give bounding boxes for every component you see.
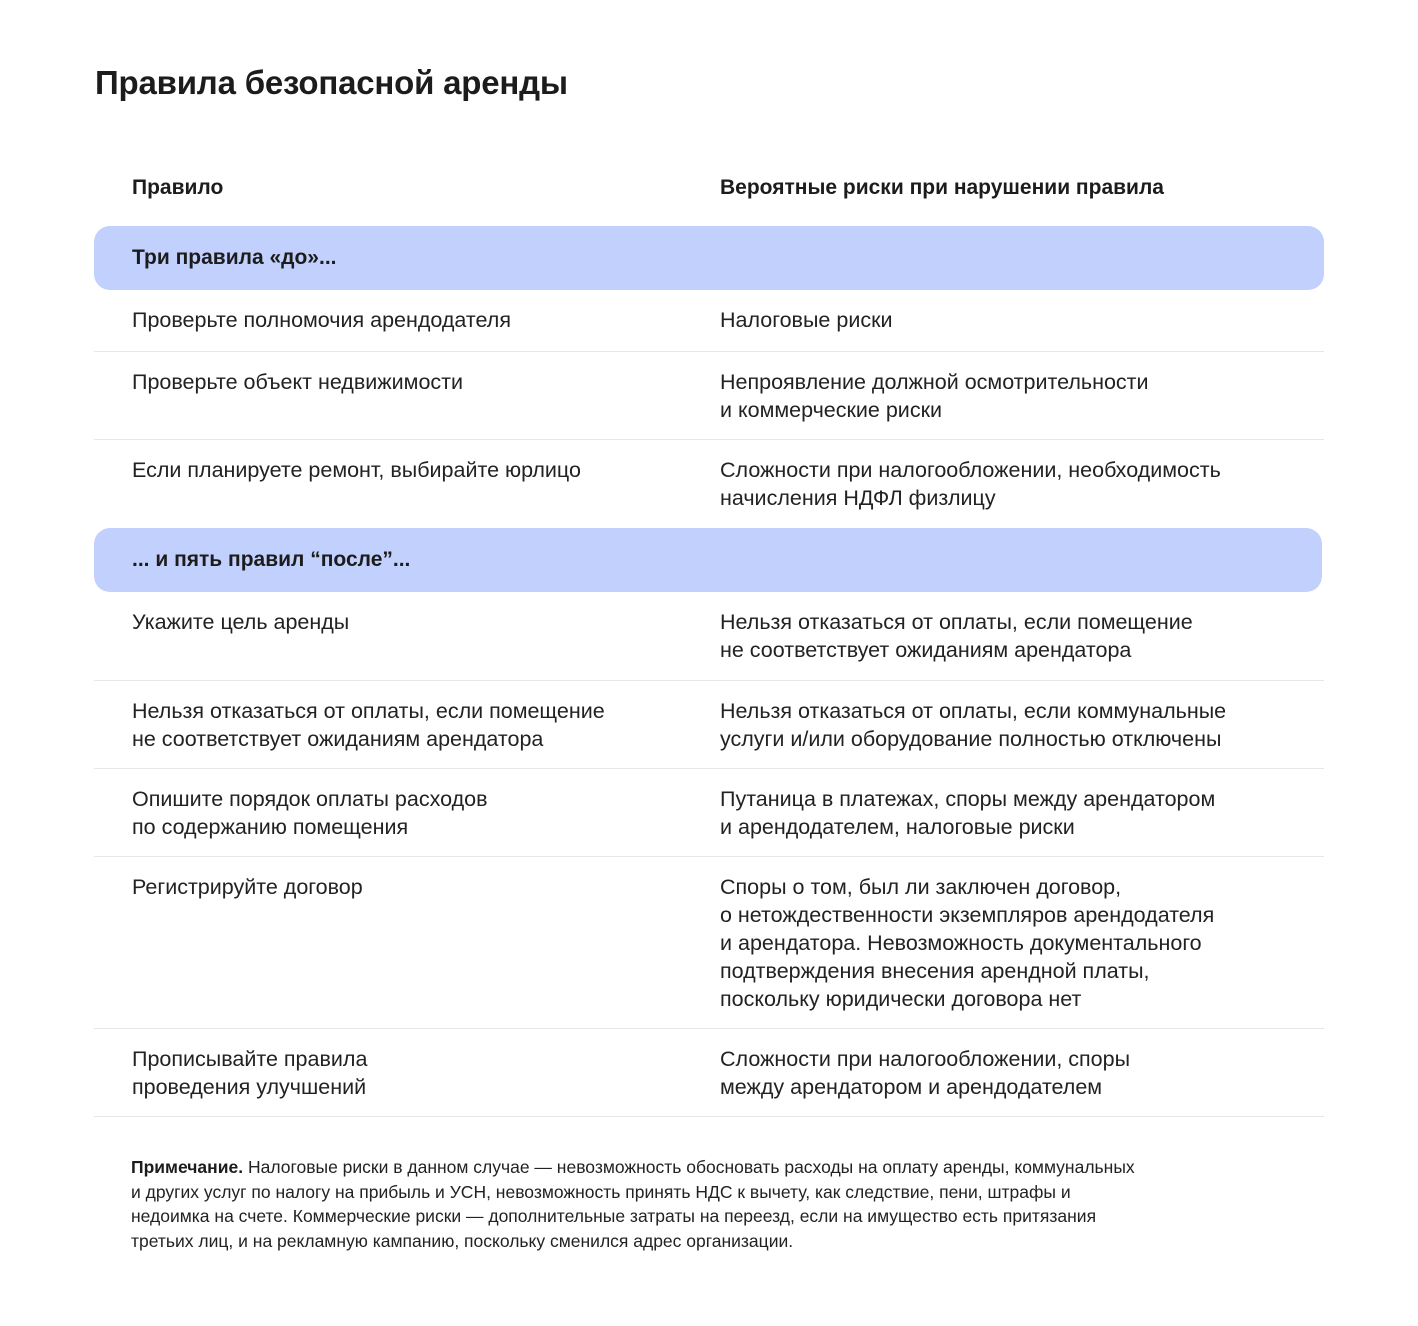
risk-cell: Путаница в платежах, споры между арендатором и арендодателем, налоговые риски	[720, 787, 1216, 839]
table-row	[94, 681, 1324, 769]
footnote	[131, 1155, 1281, 1253]
header-risk: Вероятные риски при нарушении правила	[720, 176, 1164, 199]
rule-cell: Укажите цель аренды	[132, 610, 350, 634]
page-title: Правила безопасной аренды	[95, 64, 568, 101]
table-row	[94, 352, 1324, 440]
risk-cell: Споры о том, был ли заключен договор, о нетождественности экземпляров арендодателя и арендатора. Невозможность документального подтверждения внесения арендной платы, поскольку юридически договора нет	[720, 875, 1215, 1011]
risk-cell: Нельзя отказаться от оплаты, если коммунальные услуги и/или оборудование полностью отключены	[720, 699, 1227, 751]
risk-cell: Нельзя отказаться от оплаты, если помещение не соответствует ожиданиям арендатора	[720, 610, 1193, 662]
table-row	[94, 769, 1324, 857]
rule-cell: Регистрируйте договор	[132, 875, 363, 899]
rule-cell: Если планируете ремонт, выбирайте юрлицо	[132, 458, 581, 482]
risk-cell: Сложности при налогообложении, необходимость начисления НДФЛ физлицу	[720, 458, 1221, 510]
table-row	[94, 592, 1324, 681]
table-header	[94, 176, 1324, 214]
table-row	[94, 857, 1324, 1029]
risk-cell: Сложности при налогообложении, споры между арендатором и арендодателем	[720, 1047, 1131, 1099]
rules-table	[94, 176, 1324, 1117]
section-before: Три правила «до»...	[94, 226, 1324, 290]
footnote-text: Налоговые риски в данном случае — невозможность обосновать расходы на оплату аренды, коммунальных и других услуг по налогу на прибыль и УСН, невозможность принять НДС к вычету, как следствие, пени, штрафы и недоимка на счете. Коммерческие риски — дополнительные затраты на переезд, если на имущество есть притязания третьих лиц, и на рекламную кампанию, поскольку сменился адрес организации.	[131, 1157, 1135, 1251]
footnote-label: Примечание.	[131, 1157, 244, 1177]
risk-cell: Непроявление должной осмотрительности и коммерческие риски	[720, 370, 1149, 422]
table-row	[94, 1029, 1324, 1117]
rule-cell: Проверьте объект недвижимости	[132, 370, 464, 394]
table-row	[94, 440, 1324, 528]
rule-cell: Прописывайте правила проведения улучшений	[132, 1047, 368, 1099]
table-row	[94, 290, 1324, 352]
risk-cell: Налоговые риски	[720, 308, 893, 332]
rule-cell: Проверьте полномочия арендодателя	[132, 308, 511, 332]
rule-cell: Нельзя отказаться от оплаты, если помещение не соответствует ожиданиям арендатора	[132, 699, 605, 751]
rule-cell: Опишите порядок оплаты расходов по содержанию помещения	[132, 787, 488, 839]
header-rule: Правило	[132, 176, 224, 199]
section-after: ... и пять правил “после”...	[94, 528, 1322, 592]
